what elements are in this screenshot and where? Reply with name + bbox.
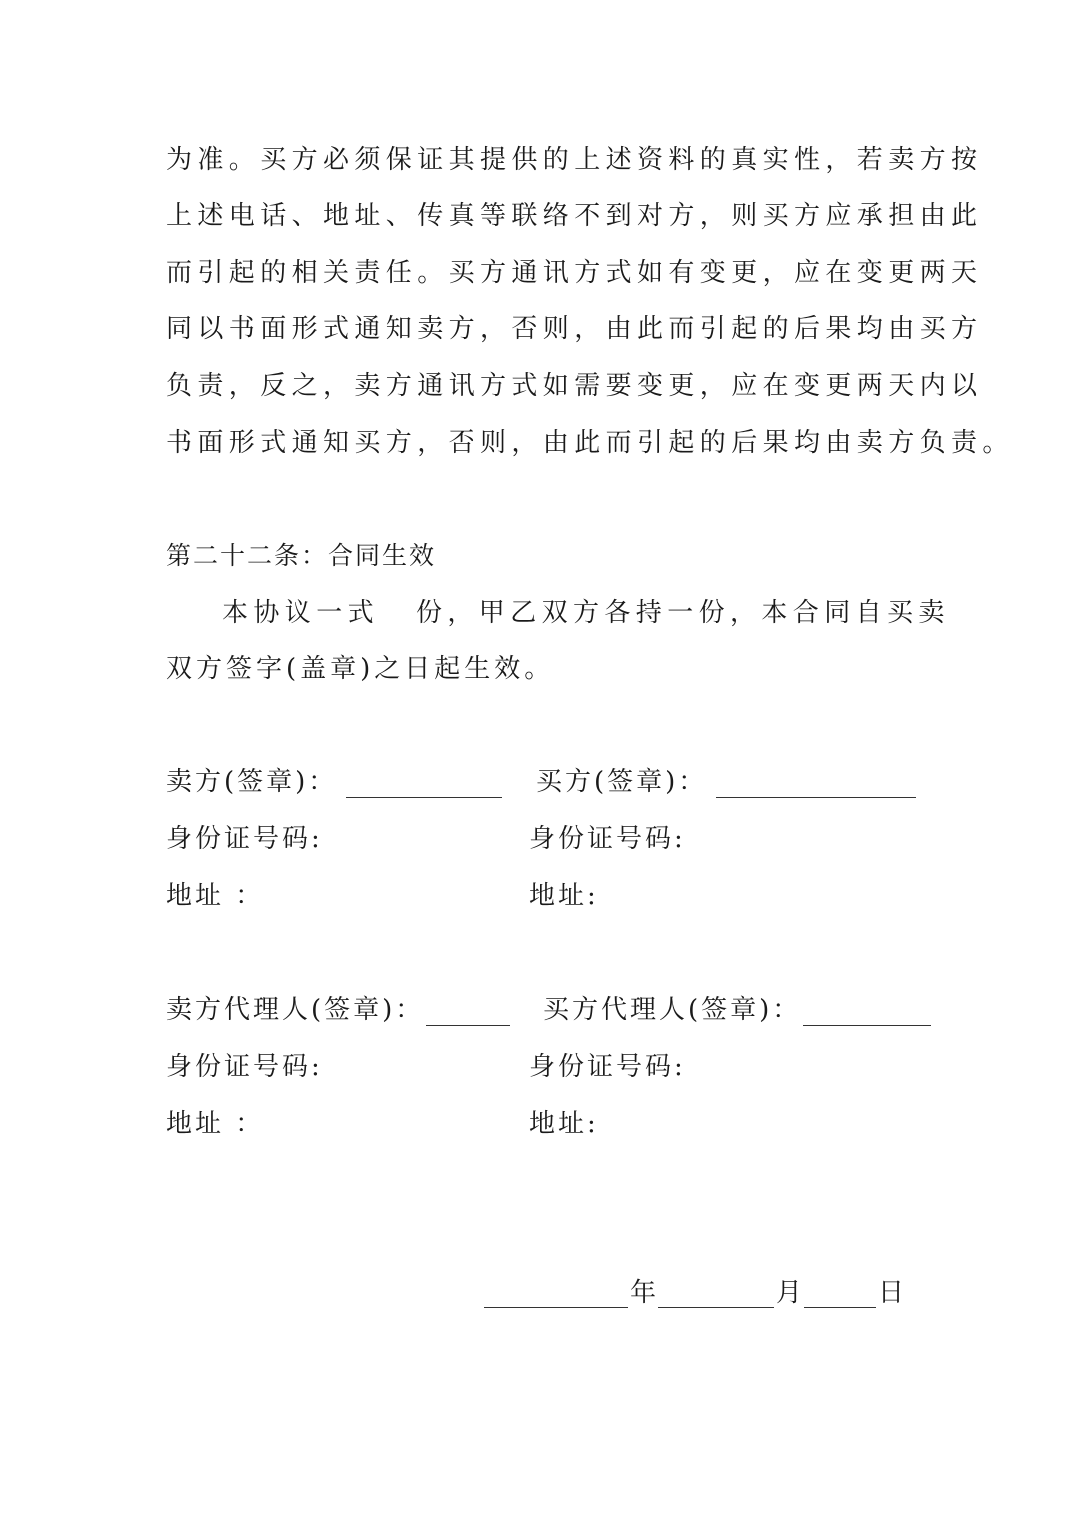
buyer-agent-id-label: 身份证号码: <box>529 1052 686 1082</box>
seller-id-label: 身份证号码: <box>166 824 323 854</box>
buyer-id-label: 身份证号码: <box>529 824 686 854</box>
buyer-signature-blank[interactable] <box>716 771 916 798</box>
date-month-blank[interactable] <box>658 1281 774 1308</box>
date-year-label: 年 <box>630 1278 660 1308</box>
buyer-agent-signature-blank[interactable] <box>803 999 931 1026</box>
seller-agent-id-label: 身份证号码: <box>166 1052 323 1082</box>
article-body-line-1-part-1: 本协议一式 <box>222 598 380 628</box>
date-month-label: 月 <box>776 1278 806 1308</box>
buyer-agent-address-label: 地址: <box>529 1109 599 1139</box>
buyer-address-label: 地址: <box>529 881 599 911</box>
paragraph-line-3: 而引起的相关责任。买方通讯方式如有变更，应在变更两天 <box>166 258 983 288</box>
seller-signature-blank[interactable] <box>346 771 502 798</box>
seller-agent-signature-blank[interactable] <box>426 999 510 1026</box>
seller-address-label: 地址 ： <box>166 881 265 911</box>
seller-agent-signature-label: 卖方代理人(签章)： <box>166 995 425 1025</box>
paragraph-line-2: 上述电话、地址、传真等联络不到对方，则买方应承担由此 <box>166 201 983 231</box>
paragraph-line-4: 同以书面形式通知卖方，否则，由此而引起的后果均由买方 <box>166 314 983 344</box>
article-heading: 第二十二条：合同生效 <box>166 541 437 570</box>
buyer-agent-signature-label: 买方代理人(签章)： <box>543 995 802 1025</box>
buyer-signature-label: 买方(签章)： <box>536 767 708 797</box>
paragraph-line-5: 负责，反之，卖方通讯方式如需要变更，应在变更两天内以 <box>166 371 983 401</box>
date-day-label: 日 <box>878 1278 908 1308</box>
article-body-line-1-part-2: 份，甲乙双方各持一份，本合同自买卖 <box>416 598 950 628</box>
paragraph-line-6: 书面形式通知买方，否则，由此而引起的后果均由卖方负责。 <box>166 428 1014 458</box>
paragraph-line-1: 为准。买方必须保证其提供的上述资料的真实性，若卖方按 <box>166 145 983 175</box>
date-day-blank[interactable] <box>804 1281 876 1308</box>
seller-signature-label: 卖方(签章)： <box>166 767 338 797</box>
article-body-line-2: 双方签字(盖章)之日起生效。 <box>166 654 555 684</box>
date-year-blank[interactable] <box>484 1281 628 1308</box>
seller-agent-address-label: 地址 ： <box>166 1109 265 1139</box>
